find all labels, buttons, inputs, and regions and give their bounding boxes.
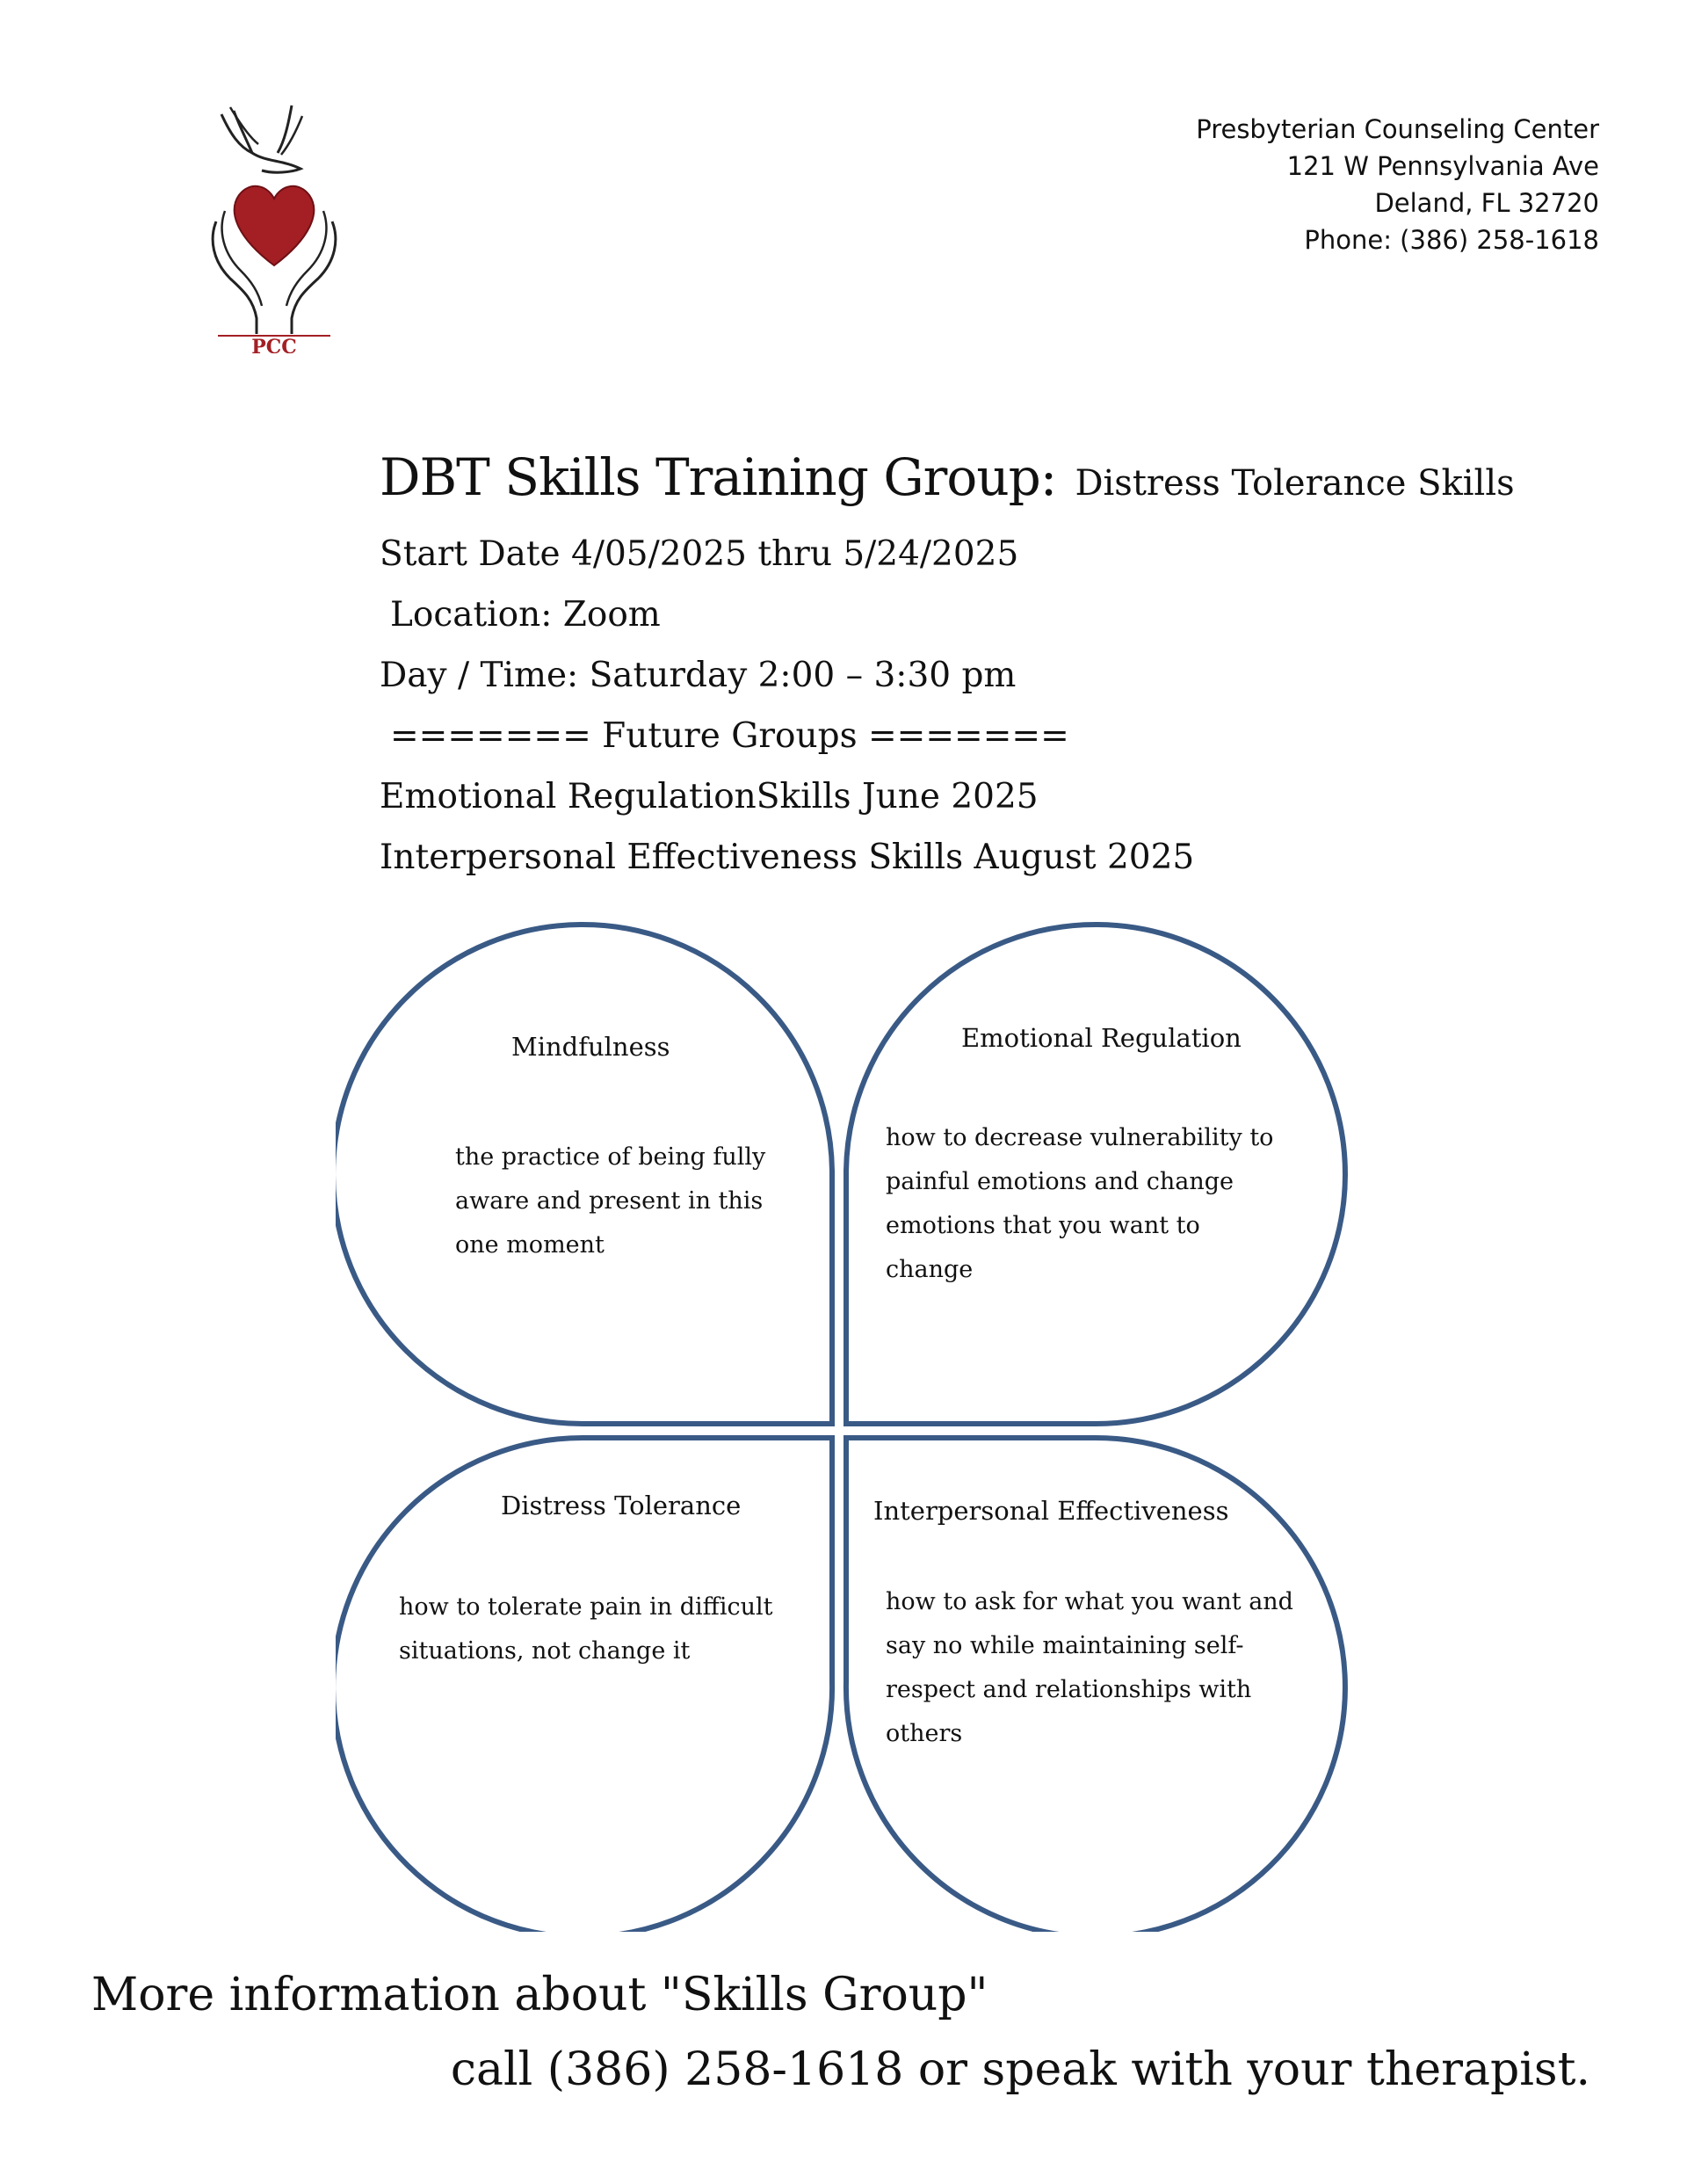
group-title-line: [380, 444, 1522, 524]
future-group-1: Emotional RegulationSkills June 2025: [380, 777, 1039, 816]
start-date: Start Date 4/05/2025 thru 5/24/2025: [380, 534, 1019, 574]
group-title: DBT Skills Training Group:: [380, 447, 1057, 507]
footer-call-info: call (386) 258-1618 or speak with your therapist.: [450, 2043, 1590, 2096]
street-address: 121 W Pennsylvania Ave: [1286, 151, 1599, 181]
location: Location: Zoom: [390, 595, 661, 635]
logo-text: PCC: [251, 336, 297, 353]
petal-title-emotional-regulation: Emotional Regulation: [961, 1023, 1242, 1053]
petal-title-distress-tolerance: Distress Tolerance: [501, 1491, 742, 1520]
petal-desc-mindfulness: the practice of being fully aware and present in this one moment: [455, 1143, 766, 1259]
future-group-2: Interpersonal Effectiveness Skills August 2025: [380, 838, 1195, 877]
petal-desc-interpersonal-effectiveness: how to ask for what you want and say no while maintaining self- respect and relationships with others: [886, 1588, 1293, 1747]
pcc-logo: [204, 98, 344, 353]
address-block: [984, 111, 1599, 258]
dove-heart-hands-icon: [204, 98, 344, 353]
petal-desc-distress-tolerance: how to tolerate pain in difficult situations, not change it: [399, 1593, 773, 1665]
group-info: [380, 444, 1522, 888]
petal-title-mindfulness: Mindfulness: [511, 1032, 670, 1062]
org-name: Presbyterian Counseling Center: [1196, 114, 1599, 144]
dbt-skills-clover: [336, 921, 1381, 1932]
footer-more-info: More information about "Skills Group": [91, 1969, 988, 2021]
city-state-zip: Deland, FL 32720: [1374, 188, 1599, 218]
clover-outline: [336, 921, 1381, 1932]
future-groups-header: ======= Future Groups =======: [390, 716, 1069, 756]
petal-desc-emotional-regulation: how to decrease vulnerability to painful emotions and change emotions that you want to change: [886, 1124, 1274, 1283]
phone-number: Phone: (386) 258-1618: [1304, 225, 1599, 255]
petal-title-interpersonal-effectiveness: Interpersonal Effectiveness: [873, 1496, 1229, 1526]
day-time: Day / Time: Saturday 2:00 – 3:30 pm: [380, 656, 1017, 695]
group-subtitle: Distress Tolerance Skills: [1075, 463, 1515, 504]
